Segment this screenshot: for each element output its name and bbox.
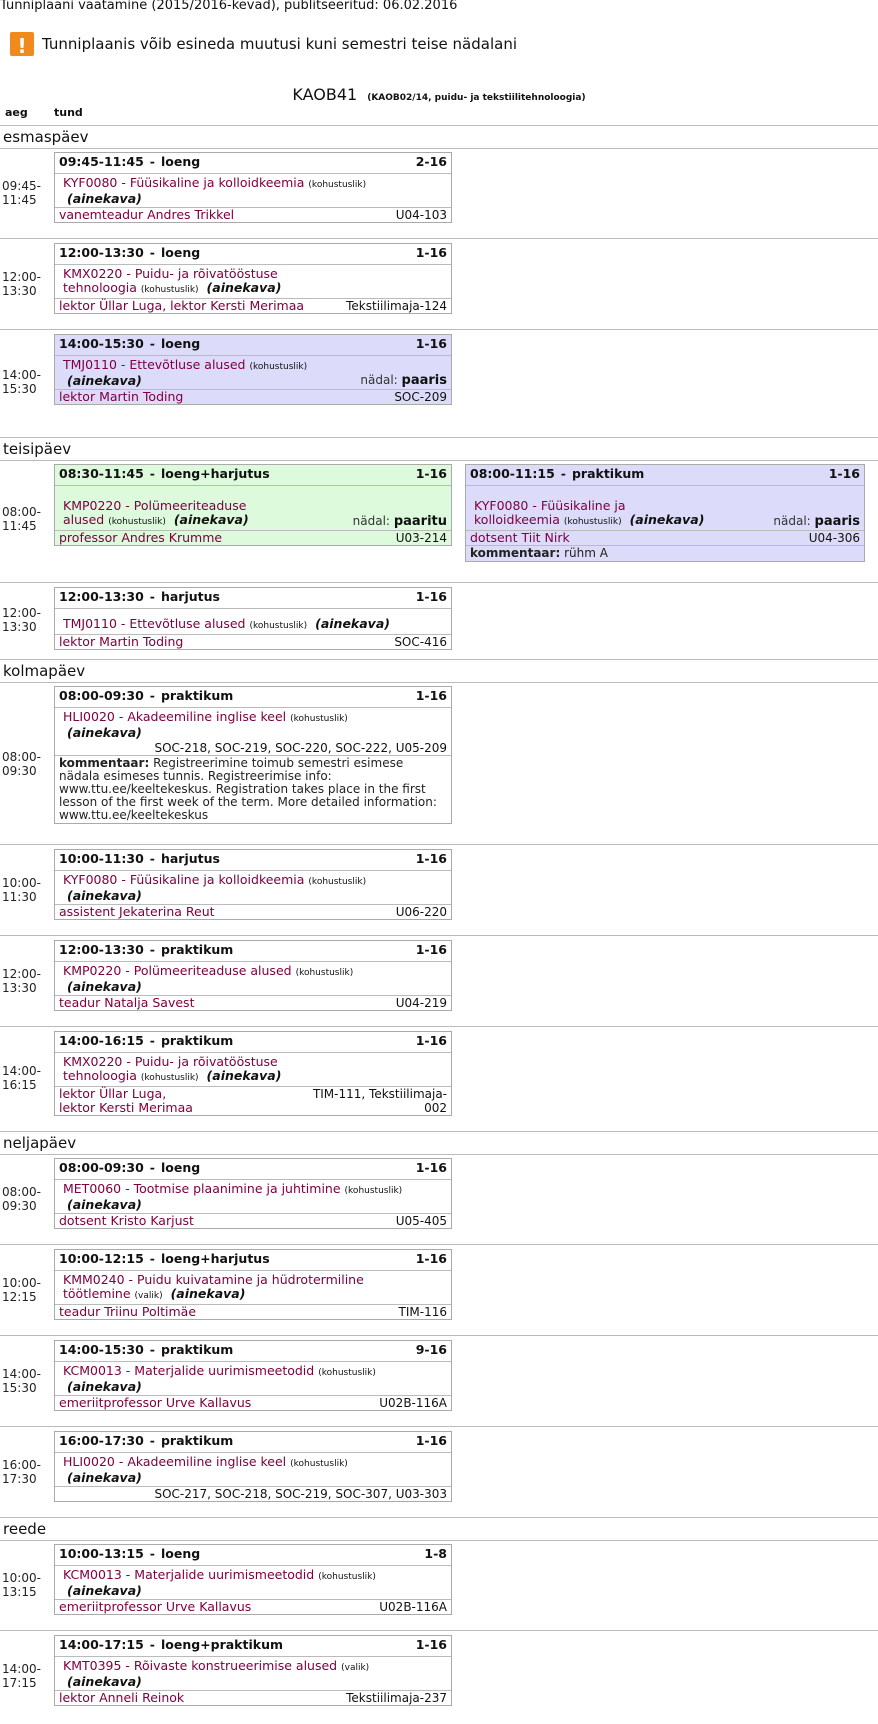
teacher-link[interactable]: lektor Martin Toding — [59, 389, 184, 404]
lesson-comment: kommentaar: rühm A — [466, 545, 864, 561]
teacher-link[interactable]: professor Andres Krumme — [59, 530, 223, 545]
day-header-wednesday: kolmapäev — [0, 659, 878, 683]
lesson-card[interactable]: 08:00-11:15 - praktikum 1-16 KYF0080 - Füüsikaline ja kolloidkeemia (kohustuslik) (ainekava) nädal: paaris dotsent Tiit Nirk U04-306 kommentaar: rühm A — [465, 464, 865, 562]
slot-time: 14:00-17:15 — [2, 1662, 41, 1690]
course-link[interactable]: TMJ0110 - Ettevõtluse alused — [63, 357, 246, 372]
teacher-link[interactable]: teadur Triinu Poltimäe — [59, 1304, 197, 1319]
ainekava-link[interactable]: (ainekava) — [67, 888, 142, 903]
ainekava-link[interactable]: (ainekava) — [67, 191, 142, 206]
slot-time: 10:00-12:15 — [2, 1276, 41, 1304]
ainekava-link[interactable]: (ainekava) — [67, 1583, 142, 1598]
lesson-card[interactable]: 09:45-11:45 - loeng 2-16 KYF0080 - Füüsikaline ja kolloidkeemia (kohustuslik) (ainekava) vanemteadur Andres Trikkel U04-103 — [54, 152, 452, 223]
day-header-friday: reede — [0, 1517, 878, 1541]
ainekava-link[interactable]: (ainekava) — [67, 1197, 142, 1212]
course-link[interactable]: KMX0220 - Puidu- ja rõivatööstuse — [63, 1054, 278, 1069]
ainekava-link[interactable]: (ainekava) — [67, 1470, 142, 1485]
lesson-card[interactable]: 10:00-11:30 - harjutus 1-16 KYF0080 - Füüsikaline ja kolloidkeemia (kohustuslik) (ainekava) assistent Jekaterina Reut U06-220 — [54, 849, 452, 920]
slot-time: 08:00-09:30 — [2, 1185, 41, 1213]
teacher-link[interactable]: vanemteadur Andres Trikkel — [59, 207, 235, 222]
warning-text: Tunniplaanis võib esineda muutusi kuni semestri teise nädalani — [42, 35, 517, 53]
lesson-card[interactable]: 16:00-17:30 - praktikum 1-16 HLI0020 - Akadeemiline inglise keel (kohustuslik) (ainekava) SOC-217, SOC-218, SOC-219, SOC-307, U03-303 — [54, 1431, 452, 1502]
lesson-card[interactable]: 08:00-09:30 - loeng 1-16 MET0060 - Tootmise plaanimine ja juhtimine (kohustuslik) (ainekava) dotsent Kristo Karjust U05-405 — [54, 1158, 452, 1229]
day-header-thursday: neljapäev — [0, 1131, 878, 1155]
slot-time: 12:00-13:30 — [2, 967, 41, 995]
ainekava-link[interactable]: (ainekava) — [206, 1068, 282, 1083]
room-list: SOC-217, SOC-218, SOC-219, SOC-307, U03-303 — [154, 1487, 447, 1501]
course-link[interactable]: HLI0020 - Akadeemiline inglise keel — [63, 709, 287, 724]
slot-time: 16:00-17:30 — [2, 1458, 41, 1486]
lesson-card[interactable]: 10:00-12:15 - loeng+harjutus 1-16 KMM0240 - Puidu kuivatamine ja hüdrotermiline töötlemine (valik) (ainekava) teadur Triinu Poltimäe TIM-116 — [54, 1249, 452, 1320]
course-link[interactable]: KCM0013 - Materjalide uurimismeetodid — [63, 1363, 315, 1378]
lesson-card[interactable]: 08:30-11:45 - loeng+harjutus 1-16 KMP0220 - Polümeeriteaduse alused (kohustuslik) (ainekava) nädal: paaritu professor Andres Krumme U03-214 — [54, 464, 452, 546]
column-header-lesson: tund — [54, 106, 83, 119]
slot-time: 14:00-15:30 — [2, 1367, 41, 1395]
room-label: U04-219 — [395, 996, 447, 1010]
slot-time: 09:45-11:45 — [2, 179, 41, 207]
room-label: TIM-111, Tekstiilimaja- 002 — [312, 1087, 447, 1115]
course-link[interactable]: KYF0080 - Füüsikaline ja — [474, 498, 626, 513]
ainekava-link[interactable]: (ainekava) — [170, 1286, 246, 1301]
room-label: U05-405 — [395, 1214, 447, 1228]
room-label: U02B-116A — [379, 1396, 447, 1410]
teacher-link[interactable]: dotsent Tiit Nirk — [470, 530, 570, 545]
slot-time: 10:00-11:30 — [2, 876, 41, 904]
teacher-link[interactable]: lektor Üllar Luga, lektor Kersti Merimaa — [59, 1086, 193, 1115]
ainekava-link[interactable]: (ainekava) — [206, 280, 282, 295]
room-label: TIM-116 — [398, 1305, 447, 1319]
course-link[interactable]: KMP0220 - Polümeeriteaduse alused — [63, 963, 292, 978]
warning-icon: ! — [10, 32, 34, 56]
course-link[interactable]: KMT0395 - Rõivaste konstrueerimise alused — [63, 1658, 338, 1673]
lesson-card[interactable]: 14:00-17:15 - loeng+praktikum 1-16 KMT0395 - Rõivaste konstrueerimise alused (valik) (ainekava) lektor Anneli Reinok Tekstiilimaja-237 — [54, 1635, 452, 1706]
course-link[interactable]: KMP0220 - Polümeeriteaduse — [63, 498, 247, 513]
lesson-card[interactable]: 10:00-13:15 - loeng 1-8 KCM0013 - Materjalide uurimismeetodid (kohustuslik) (ainekava) emeriitprofessor Urve Kallavus U02B-116A — [54, 1544, 452, 1615]
teacher-link[interactable]: lektor Üllar Luga, lektor Kersti Merimaa — [59, 298, 305, 313]
lesson-card[interactable]: 14:00-15:30 - loeng 1-16 TMJ0110 - Ettevõtluse alused (kohustuslik) (ainekava) nädal: paaris lektor Martin Toding SOC-209 — [54, 334, 452, 405]
room-label: SOC-416 — [394, 635, 447, 649]
ainekava-link[interactable]: (ainekava) — [67, 373, 142, 388]
teacher-link[interactable]: assistent Jekaterina Reut — [59, 904, 215, 919]
room-label: U03-214 — [395, 531, 447, 545]
course-link[interactable]: KCM0013 - Materjalide uurimismeetodid — [63, 1567, 315, 1582]
lesson-card[interactable]: 14:00-16:15 - praktikum 1-16 KMX0220 - Puidu- ja rõivatööstuse tehnoloogia (kohustuslik) (ainekava) lektor Üllar Luga, lektor Kersti Merimaa TIM-111, Tekstiilimaja- 002 — [54, 1031, 452, 1116]
ainekava-link[interactable]: (ainekava) — [67, 725, 142, 740]
teacher-link[interactable]: lektor Anneli Reinok — [59, 1690, 185, 1705]
course-link[interactable]: KMM0240 - Puidu kuivatamine ja hüdrotermiline — [63, 1272, 364, 1287]
teacher-link[interactable]: teadur Natalja Savest — [59, 995, 195, 1010]
lesson-card[interactable]: 12:00-13:30 - loeng 1-16 KMX0220 - Puidu- ja rõivatööstuse tehnoloogia (kohustuslik) (ainekava) lektor Üllar Luga, lektor Kersti Merimaa Tekstiilimaja-124 — [54, 243, 452, 314]
column-header-time: aeg — [5, 106, 28, 119]
course-link[interactable]: TMJ0110 - Ettevõtluse alused — [63, 616, 246, 631]
day-header-monday: esmaspäev — [0, 125, 878, 149]
room-label: Tekstiilimaja-237 — [346, 1691, 447, 1705]
ainekava-link[interactable]: (ainekava) — [67, 1379, 142, 1394]
room-label: U04-306 — [808, 531, 860, 545]
slot-time: 10:00-13:15 — [2, 1571, 41, 1599]
teacher-link[interactable]: emeriitprofessor Urve Kallavus — [59, 1599, 252, 1614]
course-link[interactable]: KMX0220 - Puidu- ja rõivatööstuse — [63, 266, 278, 281]
lesson-card[interactable]: 12:00-13:30 - harjutus 1-16 TMJ0110 - Ettevõtluse alused (kohustuslik) (ainekava) lektor Martin Toding SOC-416 — [54, 587, 452, 650]
ainekava-link[interactable]: (ainekava) — [173, 512, 249, 527]
group-subtitle: (KAOB02/14, puidu- ja tekstiilitehnoloogia) — [367, 93, 586, 103]
lesson-card[interactable]: 08:00-09:30 - praktikum 1-16 HLI0020 - Akadeemiline inglise keel (kohustuslik) (ainekava) SOC-218, SOC-219, SOC-220, SOC-222, U05-209 kommentaar: Registreerimine toimub semestri esimese nädala esimeses tunnis. Registreerimise info: www.ttu.ee/keeltekeskus. Registration takes place in the first lesson of the first week of the term. More detailed information: www.ttu.ee/keeltekeskus — [54, 686, 452, 824]
slot-time: 08:00-09:30 — [2, 750, 41, 778]
course-link[interactable]: MET0060 - Tootmise plaanimine ja juhtimine — [63, 1181, 341, 1196]
course-link[interactable]: HLI0020 - Akadeemiline inglise keel — [63, 1454, 287, 1469]
lesson-card[interactable]: 12:00-13:30 - praktikum 1-16 KMP0220 - Polümeeriteaduse alused (kohustuslik) (ainekava) teadur Natalja Savest U04-219 — [54, 940, 452, 1011]
lesson-card[interactable]: 14:00-15:30 - praktikum 9-16 KCM0013 - Materjalide uurimismeetodid (kohustuslik) (ainekava) emeriitprofessor Urve Kallavus U02B-116A — [54, 1340, 452, 1411]
day-header-tuesday: teisipäev — [0, 437, 878, 461]
room-label: U02B-116A — [379, 1600, 447, 1614]
ainekava-link[interactable]: (ainekava) — [67, 979, 142, 994]
group-code: KAOB41 — [292, 85, 358, 104]
room-list: SOC-218, SOC-219, SOC-220, SOC-222, U05-209 — [154, 741, 447, 755]
room-label: U04-103 — [395, 208, 447, 222]
teacher-link[interactable]: lektor Martin Toding — [59, 634, 184, 649]
course-link[interactable]: KYF0080 - Füüsikaline ja kolloidkeemia — [63, 175, 305, 190]
room-label: SOC-209 — [394, 390, 447, 404]
ainekava-link[interactable]: (ainekava) — [67, 1674, 142, 1689]
slot-time: 12:00-13:30 — [2, 606, 41, 634]
page-title: Tunniplaani vaatamine (2015/2016-kevad), publitseeritud: 06.02.2016 — [0, 0, 458, 13]
slot-time: 14:00-15:30 — [2, 368, 41, 396]
slot-time: 12:00-13:30 — [2, 270, 41, 298]
teacher-link[interactable]: dotsent Kristo Karjust — [59, 1213, 194, 1228]
warning-banner — [10, 32, 517, 56]
teacher-link[interactable]: emeriitprofessor Urve Kallavus — [59, 1395, 252, 1410]
slot-time: 08:00-11:45 — [2, 505, 41, 533]
ainekava-link[interactable]: (ainekava) — [315, 616, 390, 631]
room-label: Tekstiilimaja-124 — [346, 299, 447, 313]
slot-time: 14:00-16:15 — [2, 1064, 41, 1092]
group-heading — [0, 85, 878, 104]
course-link[interactable]: KYF0080 - Füüsikaline ja kolloidkeemia — [63, 872, 305, 887]
lesson-comment: kommentaar: Registreerimine toimub semestri esimese nädala esimeses tunnis. Registreerimise info: www.ttu.ee/keeltekeskus. Registration takes place in the first lesson of the first week of the term. More detailed information: www.ttu.ee/keeltekeskus — [55, 755, 451, 823]
room-label: U06-220 — [395, 905, 447, 919]
ainekava-link[interactable]: (ainekava) — [629, 512, 705, 527]
